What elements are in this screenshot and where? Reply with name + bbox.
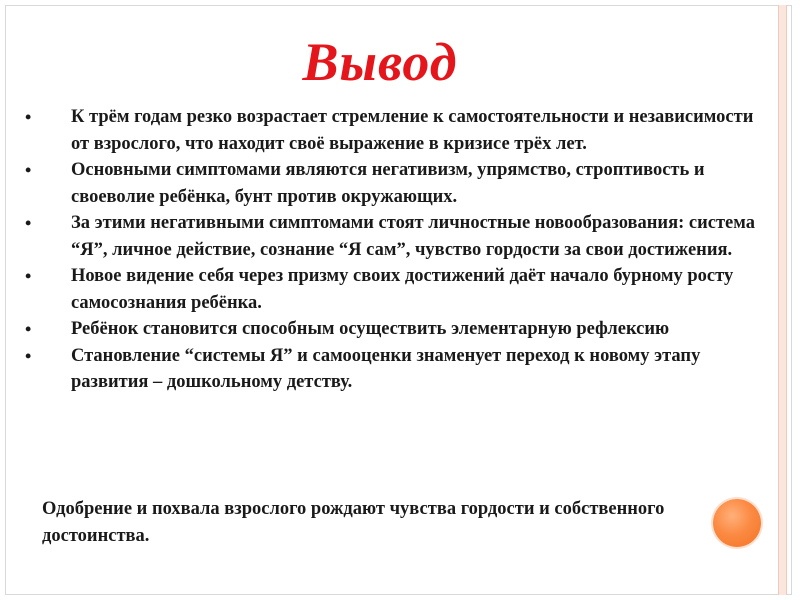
bullet-dot-icon: •: [25, 213, 32, 233]
orange-circle-icon: [713, 499, 761, 547]
bullet-text: Становление “системы Я” и самооценки знаменует переход к новому этапу развития – дошкольному детству.: [71, 345, 701, 392]
bullet-text: Ребёнок становится способным осуществить элементарную рефлексию: [71, 319, 670, 339]
conclusion-text: Одобрение и похвала взрослого рождают чувства гордости и собственного достоинства.: [42, 499, 665, 546]
bullet-dot-icon: •: [25, 266, 32, 286]
bullet-item: [25, 104, 775, 157]
bullet-list: [25, 104, 775, 396]
bullet-dot-icon: •: [25, 319, 32, 339]
bullet-dot-icon: •: [25, 107, 32, 127]
bullet-text: Новое видение себя через призму своих достижений даёт начало бурному росту самосознания ребёнка.: [71, 266, 734, 313]
bullet-item: [25, 157, 775, 210]
bullet-text: Основными симптомами являются негативизм, упрямство, строптивость и своеволие ребёнка, бунт против окружающих.: [71, 160, 705, 207]
bullet-item: [25, 343, 775, 396]
bullet-text: К трём годам резко возрастает стремление к самостоятельности и независимости от взрослого, что находит своё выражение в кризисе трёх лет.: [71, 107, 754, 154]
bullet-text: За этими негативными симптомами стоят личностные новообразования: система “Я”, личное действие, сознание “Я сам”, чувство гордости за свои достижения.: [71, 213, 755, 260]
slide-title: Вывод: [302, 32, 458, 92]
decorative-side-band: [778, 5, 787, 595]
bullet-dot-icon: •: [25, 160, 32, 180]
bullet-item: [25, 316, 775, 343]
bullet-dot-icon: •: [25, 345, 32, 366]
bullet-item: [25, 263, 775, 316]
bullet-item: [25, 210, 775, 263]
